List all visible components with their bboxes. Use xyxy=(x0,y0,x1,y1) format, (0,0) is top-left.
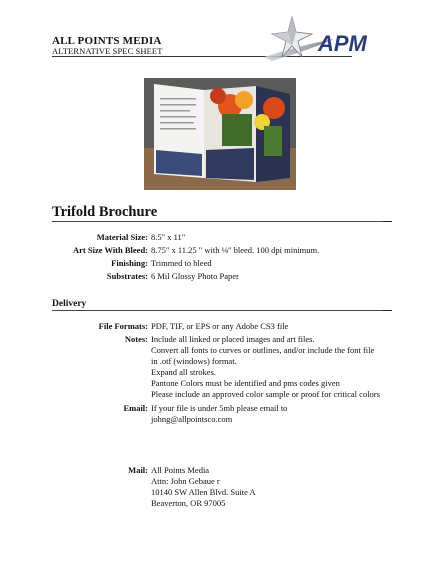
spec-label-substrates: Substrates: xyxy=(106,271,148,281)
brochure-photo xyxy=(144,78,296,190)
notes-label: Notes: xyxy=(124,334,148,344)
spec-label-material-size: Material Size: xyxy=(96,232,148,242)
email-block xyxy=(151,403,287,425)
notes-line: in .otf (windows) format. xyxy=(151,356,237,366)
mail-label: Mail: xyxy=(128,465,148,475)
product-rule xyxy=(52,221,386,222)
notes-line: Pantone Colors must be identified and pms codes given xyxy=(151,378,340,388)
email-instruction: If your file is under 5mb please email to xyxy=(151,403,288,413)
notes-line: Convert all fonts to curves or outlines, and/or include the font file xyxy=(151,345,375,355)
spec-value-material-size: 8.5" x 11" xyxy=(151,232,186,242)
company-name: ALL POINTS MEDIA xyxy=(52,35,162,47)
file-formats-label: File Formats: xyxy=(98,321,148,331)
mail-line: 10140 SW Allen Blvd. Suite A xyxy=(151,487,256,497)
mail-line: Beaverton, OR 97005 xyxy=(151,498,226,508)
delivery-rule xyxy=(52,310,386,311)
product-title: Trifold Brochure xyxy=(52,204,158,220)
spec-sheet-subtitle: ALTERNATIVE SPEC SHEET xyxy=(52,46,163,56)
notes-block xyxy=(151,334,380,400)
notes-line: Please include an approved color sample or proof for critical colors xyxy=(151,389,380,399)
mail-line: All Points Media xyxy=(151,465,210,475)
spec-value-substrates: 6 Mil Glossy Photo Paper xyxy=(151,271,239,281)
logo-text: APM xyxy=(318,31,367,56)
mail-line: Attn: John Gebaue r xyxy=(151,476,220,486)
spec-value-finishing: Trimmed to bleed xyxy=(151,258,212,268)
spec-label-finishing: Finishing: xyxy=(111,258,148,268)
email-label: Email: xyxy=(123,403,148,413)
notes-line: Include all linked or placed images and art files. xyxy=(151,334,315,344)
notes-line: Expand all strokes. xyxy=(151,367,216,377)
file-formats-value: PDF, TIF, or EPS or any Adobe CS3 file xyxy=(151,321,289,331)
email-address-link[interactable]: johng@allpointsco.com xyxy=(151,414,233,424)
spec-label-art-size: Art Size With Bleed: xyxy=(73,245,148,255)
delivery-title: Delivery xyxy=(52,299,87,309)
mail-address-block xyxy=(151,465,256,509)
apm-logo xyxy=(262,15,387,70)
spec-value-art-size: 8.75" x 11.25 " with ⅛" bleed. 100 dpi minimum. xyxy=(151,245,320,255)
